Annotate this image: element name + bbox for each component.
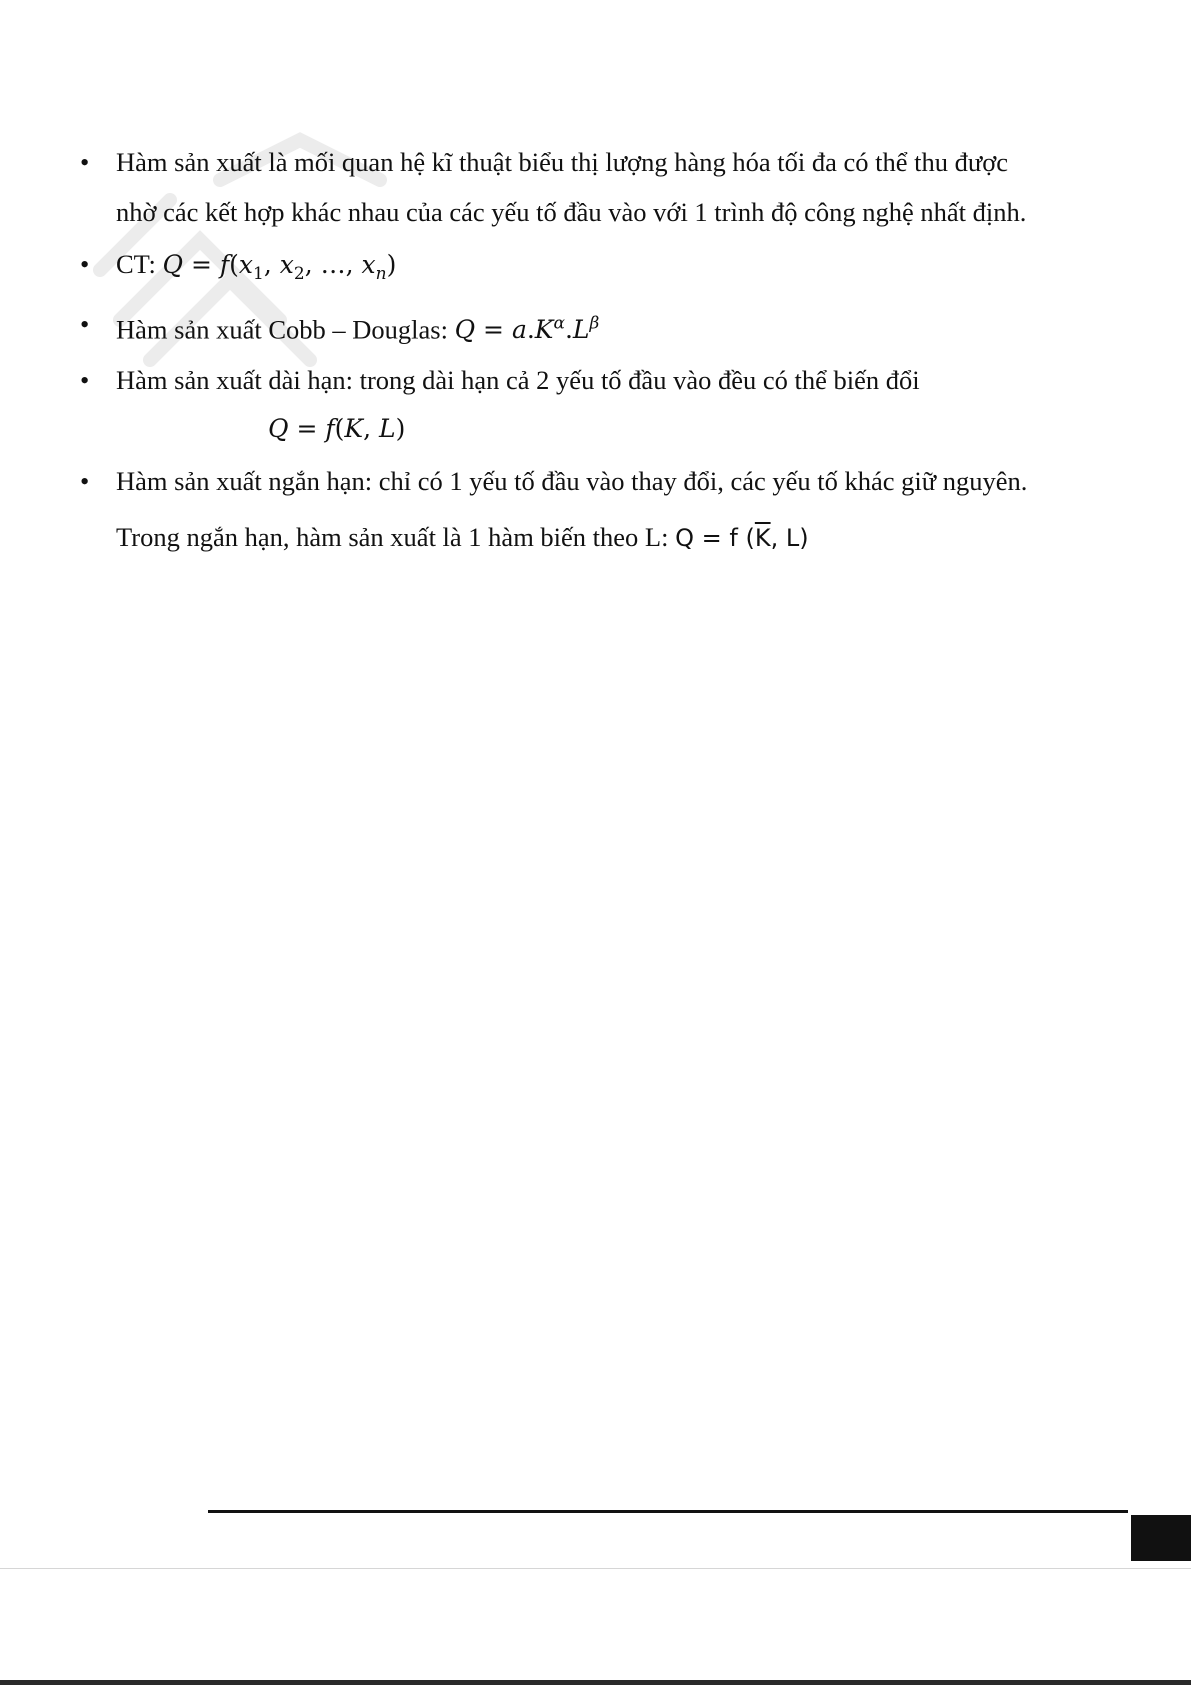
list-item-long-run xyxy=(78,356,1118,453)
page-separator xyxy=(0,1568,1191,1569)
bullet-icon: • xyxy=(80,147,90,177)
definition-line-1: Hàm sản xuất là mối quan hệ kĩ thuật biểu thị lượng hàng hóa tối đa có thể thu được xyxy=(116,147,1009,177)
bullet-icon: • xyxy=(80,365,90,396)
page-number-box xyxy=(1131,1515,1191,1561)
cobb-douglas-prefix: Hàm sản xuất Cobb – Douglas: xyxy=(116,314,455,345)
cobb-douglas-formula: $Q = a.K^\alpha.L^\beta$ xyxy=(454,314,600,345)
long-run-formula: Q = f(K, L) xyxy=(268,414,406,444)
bullet-icon: • xyxy=(80,249,90,279)
footer-rule xyxy=(208,1510,1128,1513)
list-item-general-formula xyxy=(78,240,1118,298)
general-formula-prefix: CT: xyxy=(116,249,163,279)
list-item-short-run xyxy=(78,457,1118,562)
bullet-icon: • xyxy=(80,466,90,497)
long-run-line: Hàm sản xuất dài hạn: trong dài hạn cả 2 yếu tố đầu vào đều có thể biến đổi xyxy=(116,365,920,396)
general-formula: $Q = f(x_1$, $x_2$, …, $x_n$) xyxy=(162,250,397,284)
bullet-list xyxy=(78,138,1118,562)
cobb-douglas-line xyxy=(116,300,1118,354)
next-page-edge xyxy=(0,1680,1191,1685)
list-item-production-function-definition xyxy=(78,138,1118,236)
bullet-icon: • xyxy=(80,309,90,339)
short-run-line-1: Hàm sản xuất ngắn hạn: chỉ có 1 yếu tố đầu vào thay đổi, các yếu tố khác giữ nguyên. xyxy=(116,466,1028,497)
list-item-cobb-douglas xyxy=(78,300,1118,354)
short-run-line-2 xyxy=(116,513,1118,562)
general-formula-line xyxy=(116,240,1118,298)
short-run-formula: Q = f ($\overline{K}$, L) xyxy=(675,524,809,553)
definition-line-2: nhờ các kết hợp khác nhau của các yếu tố đầu vào với 1 trình độ công nghệ nhất định. xyxy=(116,197,1027,227)
long-run-formula-line xyxy=(116,404,1118,453)
short-run-line-2-text: Trong ngắn hạn, hàm sản xuất là 1 hàm biến theo L: xyxy=(116,522,676,553)
